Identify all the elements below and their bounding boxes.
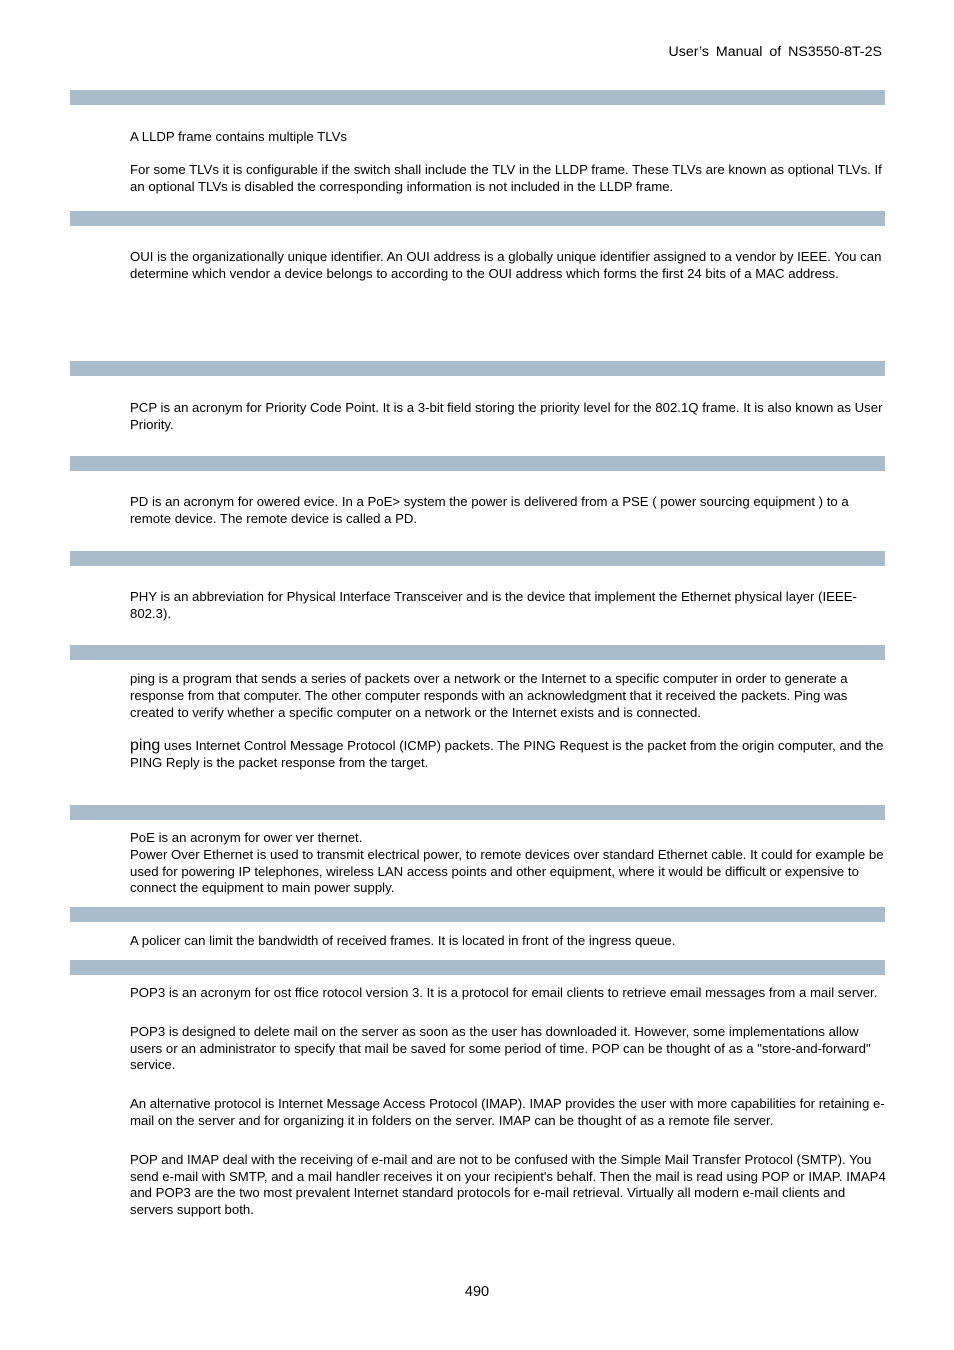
policer-paragraph: A policer can limit the bandwidth of received frames. It is located in front of the ingress queue. [130,933,676,948]
ping-word: ping [130,737,161,755]
page-header-title: User’s Manual of NS3550-8T-2S [668,44,882,60]
pop3-paragraph-2: POP3 is designed to delete mail on the server as soon as the user has downloaded it. However, some implementations allow users or an administrator to specify that mail be saved for some period of time. POP can be thought of as a "store-and-forward" service. [130,1023,871,1073]
poe-text-c: ver [295,830,318,845]
section-bar-tlv [70,90,885,105]
pop3-text-b: ost [273,985,295,1000]
section-bar-pd [70,456,885,471]
page-number: 490 [464,1284,490,1300]
tlv-paragraph-2: For some TLVs it is configurable if the switch shall include the TLV in the LLDP frame. These TLVs are known as optional TLVs. If an optional TLVs is disabled the corresponding information is not included in the LLDP frame. [130,161,882,194]
poe-text-b: ower [263,830,296,845]
poe-text-d: thernet. [317,830,363,845]
tlv-paragraph-1: A LLDP frame contains multiple TLVs [130,129,347,144]
pop3-paragraph-3: An alternative protocol is Internet Message Access Protocol (IMAP). IMAP provides the user with more capabilities for retaining e-mail on the server and for organizing it in folders on the server. IMAP can be thought of as a remote file server. [130,1096,885,1128]
policer-section [130,933,888,950]
section-bar-poe [70,805,885,820]
section-bar-pop3 [70,960,885,975]
poe-paragraph-1 [130,830,888,847]
oui-section [130,249,888,283]
pop3-text-a: POP3 is an acronym for [130,985,274,1000]
ping-text: uses Internet Control Message Protocol (ICMP) packets. The PING Request is the packet from the origin computer, and the PING Reply is the packet response from the target. [130,738,884,771]
tlv-section [130,129,888,195]
pcp-paragraph: PCP is an acronym for Priority Code Point. It is a 3-bit field storing the priority level for the 802.1Q frame. It is also known as User Priority. [130,400,883,432]
pd-text-b: owered [256,494,304,509]
section-bar-oui [70,211,885,226]
ping-paragraph-1: ping is a program that sends a series of packets over a network or the Internet to a specific computer in order to generate a response from that computer. The other computer responds with an acknowledgment that it received the packets. Ping was created to verify whether a specific computer on a network or the Internet exists and is connected. [130,671,848,720]
pd-section [130,494,888,528]
section-bar-phy [70,551,885,566]
ping-paragraph-2 [130,738,888,772]
poe-text-a: PoE is an acronym for [130,830,264,845]
section-bar-policer [70,907,885,922]
section-bar-pcp [70,361,885,376]
pd-paragraph [130,494,888,528]
phy-section [130,589,888,623]
pd-text-a: PD is an acronym for [130,494,257,509]
oui-paragraph: OUI is the organizationally unique identifier. An OUI address is a globally unique identifier assigned to a vendor by IEEE. You can determine which vendor a device belongs to according to the OUI address which forms the first 24 bits of a MAC address. [130,249,882,281]
poe-paragraph-2: Power Over Ethernet is used to transmit electrical power, to remote devices over standard Ethernet cable. It could for example be used for powering IP telephones, wireless LAN access points and other equipment, where it would be difficult or expensive to connect the equipment to main power supply. [130,846,884,896]
pop3-text-c: ffice [294,985,323,1000]
pd-text-c: evice. In a PoE> system the power is delivered from a PSE ( power sourcing equipment ) to a remote device. The remote device is called a PD. [130,494,849,526]
pop3-text-d: rotocol version 3. It is a protocol for email clients to retrieve email messages from a mail server. [322,985,878,1000]
pop3-paragraph-1 [130,985,888,1002]
section-bar-ping [70,645,885,660]
phy-paragraph: PHY is an abbreviation for Physical Interface Transceiver and is the device that implement the Ethernet physical layer (IEEE-802.3). [130,589,857,621]
pop3-paragraph-4: POP and IMAP deal with the receiving of e-mail and are not to be confused with the Simple Mail Transfer Protocol (SMTP). You send e-mail with SMTP, and a mail handler receives it on your recipient's behalf. Then the mail is read using POP or IMAP. IMAP4 and POP3 are the two most prevalent Internet standard protocols for e-mail retrieval. Virtually all modern e-mail clients and servers support both. [130,1151,886,1218]
pcp-section [130,400,888,434]
ping-section [130,671,888,772]
pop3-section [130,985,888,1219]
poe-section [130,830,888,897]
